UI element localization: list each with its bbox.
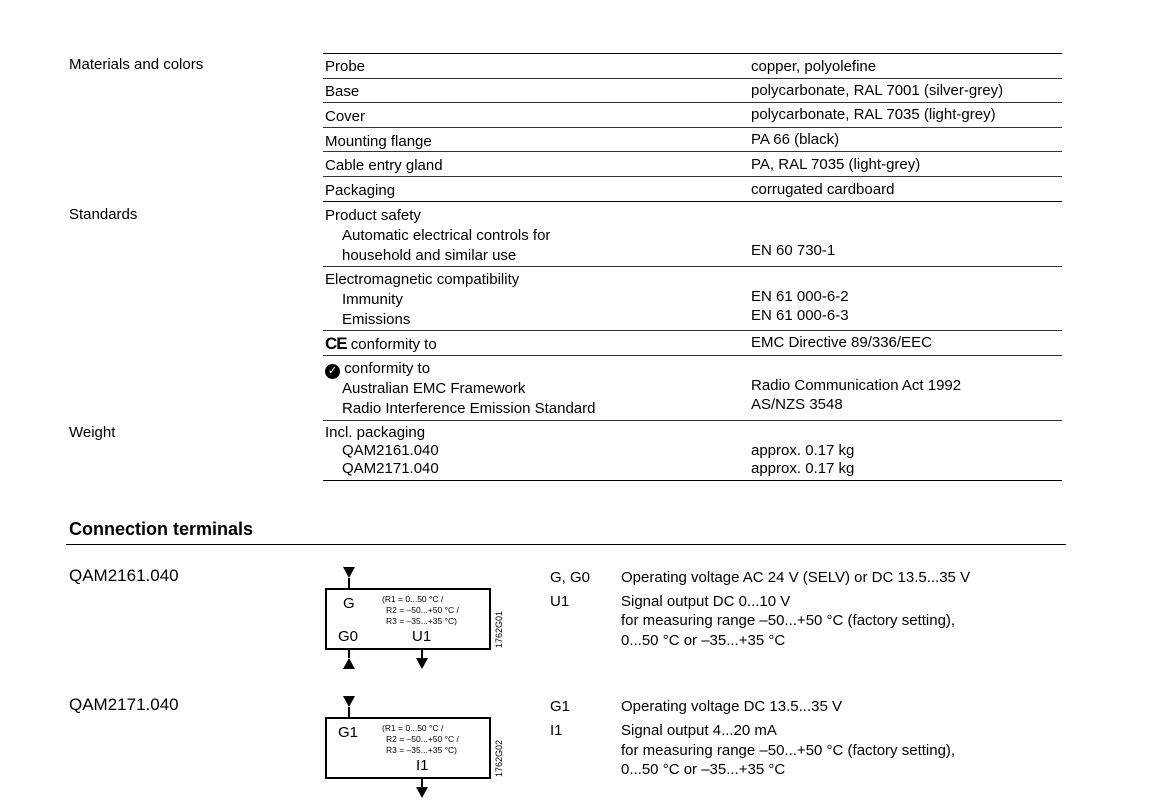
rule <box>323 102 1062 103</box>
product-safety-line1: Automatic electrical controls for <box>342 227 551 244</box>
rule <box>323 266 1062 267</box>
product-safety-heading: Product safety <box>325 207 421 224</box>
row-name: Cover <box>325 108 366 125</box>
terminal-desc: Signal output DC 0...10 V <box>621 593 791 610</box>
row-value: PA, RAL 7035 (light-grey) <box>751 156 921 173</box>
emc-immunity: Immunity <box>342 291 403 308</box>
ctick-line2: Radio Interference Emission Standard <box>342 400 596 417</box>
ce-mark-icon: CE <box>325 334 347 353</box>
rule <box>323 176 1062 177</box>
rule <box>323 355 1062 356</box>
ctick-conformity <box>325 360 430 379</box>
section-label-materials: Materials and colors <box>69 56 204 73</box>
weight-model: QAM2171.040 <box>342 460 439 477</box>
terminal-label: G <box>343 595 355 612</box>
terminal-desc: Operating voltage AC 24 V (SELV) or DC 13.5...35 V <box>621 569 971 586</box>
emc-heading: Electromagnetic compatibility <box>325 271 520 288</box>
lead-line <box>421 648 423 658</box>
ce-conformity <box>325 335 437 354</box>
output-arrow-icon <box>416 658 428 669</box>
row-value: polycarbonate, RAL 7001 (silver-grey) <box>751 82 1004 99</box>
terminal-box <box>325 717 491 779</box>
ctick-value2: AS/NZS 3548 <box>751 396 843 413</box>
terminal-label: U1 <box>412 628 432 645</box>
terminal-label: I1 <box>416 757 429 774</box>
row-value: polycarbonate, RAL 7035 (light-grey) <box>751 106 996 123</box>
terminal-desc: for measuring range –50...+50 °C (factory setting), <box>621 742 956 759</box>
range-note: R2 = –50...+50 °C / <box>386 734 459 744</box>
output-arrow-icon <box>416 787 428 798</box>
range-note: (R1 = 0...50 °C / <box>382 723 444 733</box>
rule <box>323 480 1062 481</box>
product-safety-line2: household and similar use <box>342 247 517 264</box>
lead-line <box>348 707 350 717</box>
emc-immunity-value: EN 61 000-6-2 <box>751 288 849 305</box>
ctick-value1: Radio Communication Act 1992 <box>751 377 962 394</box>
terminal-desc: for measuring range –50...+50 °C (factory setting), <box>621 612 956 629</box>
device-model: QAM2161.040 <box>69 566 179 585</box>
rule <box>323 151 1062 152</box>
device-model: QAM2171.040 <box>69 695 179 714</box>
range-note: R3 = –35...+35 °C) <box>386 745 457 755</box>
ctick-text: conformity to <box>344 360 431 377</box>
terminal-desc: Signal output 4...20 mA <box>621 722 777 739</box>
terminal-term: G, G0 <box>550 569 591 586</box>
ctick-line1: Australian EMC Framework <box>342 380 526 397</box>
lead-line <box>421 777 423 787</box>
weight-value: approx. 0.17 kg <box>751 460 855 477</box>
section-heading-connection-terminals: Connection terminals <box>69 519 254 539</box>
input-arrow-icon <box>343 696 355 707</box>
section-label-standards: Standards <box>69 206 138 223</box>
terminal-desc: 0...50 °C or –35...+35 °C <box>621 761 786 778</box>
rule <box>66 544 1066 545</box>
weight-model: QAM2161.040 <box>342 442 439 459</box>
rule <box>323 127 1062 128</box>
row-value: PA 66 (black) <box>751 131 840 148</box>
terminal-desc: Operating voltage DC 13.5...35 V <box>621 698 842 715</box>
terminal-term: I1 <box>550 722 563 739</box>
terminal-desc: 0...50 °C or –35...+35 °C <box>621 632 786 649</box>
diagram-code: 1762G02 <box>494 739 504 777</box>
rule <box>323 201 1062 202</box>
section-label-weight: Weight <box>69 424 116 441</box>
row-value: copper, polyolefine <box>751 58 877 75</box>
row-name: Mounting flange <box>325 133 432 150</box>
rule <box>323 78 1062 79</box>
emc-emissions-value: EN 61 000-6-3 <box>751 307 849 324</box>
range-note: R2 = –50...+50 °C / <box>386 605 459 615</box>
ce-text: conformity to <box>350 336 437 353</box>
terminal-term: U1 <box>550 593 570 610</box>
lead-line <box>348 578 350 588</box>
row-name: Cable entry gland <box>325 157 443 174</box>
row-name: Probe <box>325 58 366 75</box>
rule <box>323 330 1062 331</box>
weight-heading: Incl. packaging <box>325 424 426 441</box>
product-safety-value: EN 60 730-1 <box>751 242 836 259</box>
row-name: Packaging <box>325 182 396 199</box>
ground-arrow-icon <box>343 658 355 669</box>
range-note: (R1 = 0...50 °C / <box>382 594 444 604</box>
terminal-box <box>325 588 491 650</box>
terminal-label: G0 <box>338 628 359 645</box>
rule <box>323 420 1062 421</box>
input-arrow-icon <box>343 567 355 578</box>
terminal-term: G1 <box>550 698 571 715</box>
terminal-label: G1 <box>338 724 359 741</box>
row-name: Base <box>325 83 360 100</box>
diagram-code: 1762G01 <box>494 610 504 648</box>
rule <box>323 53 1062 54</box>
lead-line <box>348 648 350 658</box>
weight-value: approx. 0.17 kg <box>751 442 855 459</box>
ce-value: EMC Directive 89/336/EEC <box>751 334 932 351</box>
row-value: corrugated cardboard <box>751 181 895 198</box>
c-tick-mark-icon: ✓ <box>325 364 340 379</box>
range-note: R3 = –35...+35 °C) <box>386 616 457 626</box>
emc-emissions: Emissions <box>342 311 411 328</box>
